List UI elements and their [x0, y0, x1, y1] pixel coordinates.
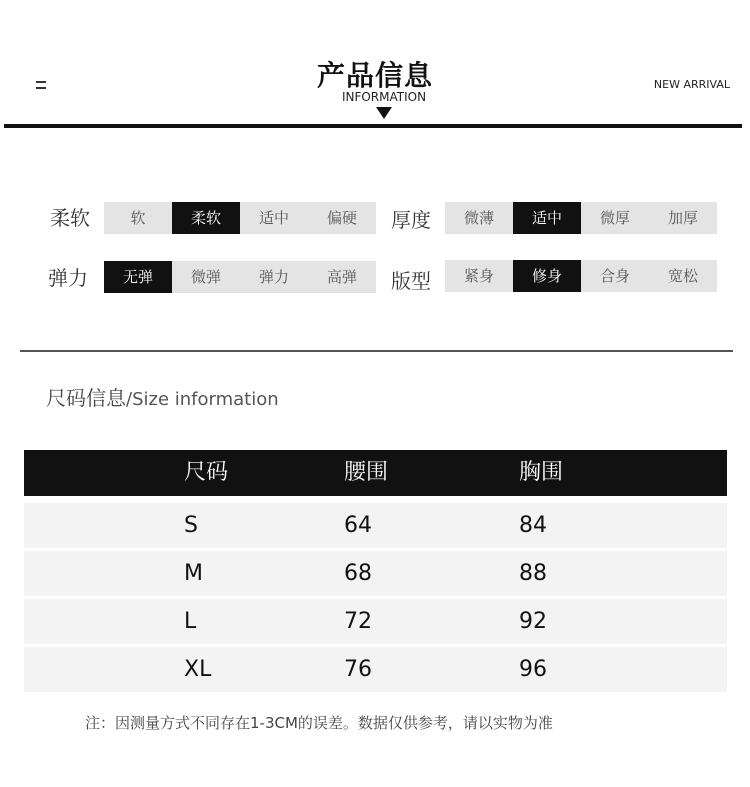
size-cell: M	[184, 561, 203, 586]
waist-cell: 76	[344, 657, 372, 682]
header-size: 尺码	[184, 460, 229, 485]
thickness-options	[445, 202, 717, 234]
fit-option: 紧身	[463, 267, 494, 285]
measurement-note: 注：因测量方式不同存在1-3CM的误差。数据仅供参考，请以实物为准	[85, 714, 553, 732]
size-table-header	[24, 450, 727, 496]
size-cell: XL	[184, 657, 212, 682]
arrow-down-icon	[376, 107, 392, 119]
size-section-heading	[46, 382, 279, 411]
header-divider	[4, 124, 742, 128]
size-heading-cn: 尺码信息	[46, 386, 126, 410]
softness-option: 软	[130, 209, 146, 227]
new-arrival-tag: NEW ARRIVAL	[653, 78, 730, 91]
table-row	[24, 647, 727, 692]
elasticity-option: 弹力	[258, 268, 289, 286]
chest-cell: 84	[519, 513, 547, 538]
elasticity-option-selected: 无弹	[104, 261, 172, 293]
page-subtitle: INFORMATION	[341, 90, 427, 104]
section-divider	[20, 350, 733, 352]
thickness-label: 厚度	[391, 208, 431, 232]
elasticity-options	[104, 261, 376, 293]
size-heading-en: /Size information	[126, 389, 279, 410]
table-row	[24, 503, 727, 548]
softness-options	[104, 202, 376, 234]
elasticity-option: 微弹	[190, 268, 221, 286]
chest-cell: 96	[519, 657, 547, 682]
fit-option: 合身	[599, 267, 630, 285]
header-waist: 腰围	[344, 460, 389, 485]
thickness-option: 加厚	[667, 209, 698, 227]
elasticity-label: 弹力	[48, 266, 88, 290]
fit-option: 宽松	[667, 267, 698, 285]
thickness-option: 微厚	[599, 209, 630, 227]
thickness-option-selected: 适中	[513, 202, 581, 234]
fit-label: 版型	[391, 269, 431, 293]
softness-option: 适中	[258, 209, 289, 227]
size-cell: S	[184, 513, 198, 538]
softness-option: 偏硬	[326, 209, 357, 227]
waist-cell: 72	[344, 609, 372, 634]
chest-cell: 88	[519, 561, 547, 586]
fit-options	[445, 260, 717, 292]
header-chest: 胸围	[519, 460, 564, 485]
table-row	[24, 599, 727, 644]
waist-cell: 64	[344, 513, 372, 538]
fit-option-selected: 修身	[513, 260, 581, 292]
thickness-option: 微薄	[463, 209, 494, 227]
elasticity-option: 高弹	[326, 268, 357, 286]
size-cell: L	[184, 609, 197, 634]
chest-cell: 92	[519, 609, 547, 634]
table-row	[24, 551, 727, 596]
softness-option-selected: 柔软	[172, 202, 240, 234]
page-title: 产品信息	[316, 59, 433, 92]
waist-cell: 68	[344, 561, 372, 586]
softness-label: 柔软	[50, 206, 90, 230]
